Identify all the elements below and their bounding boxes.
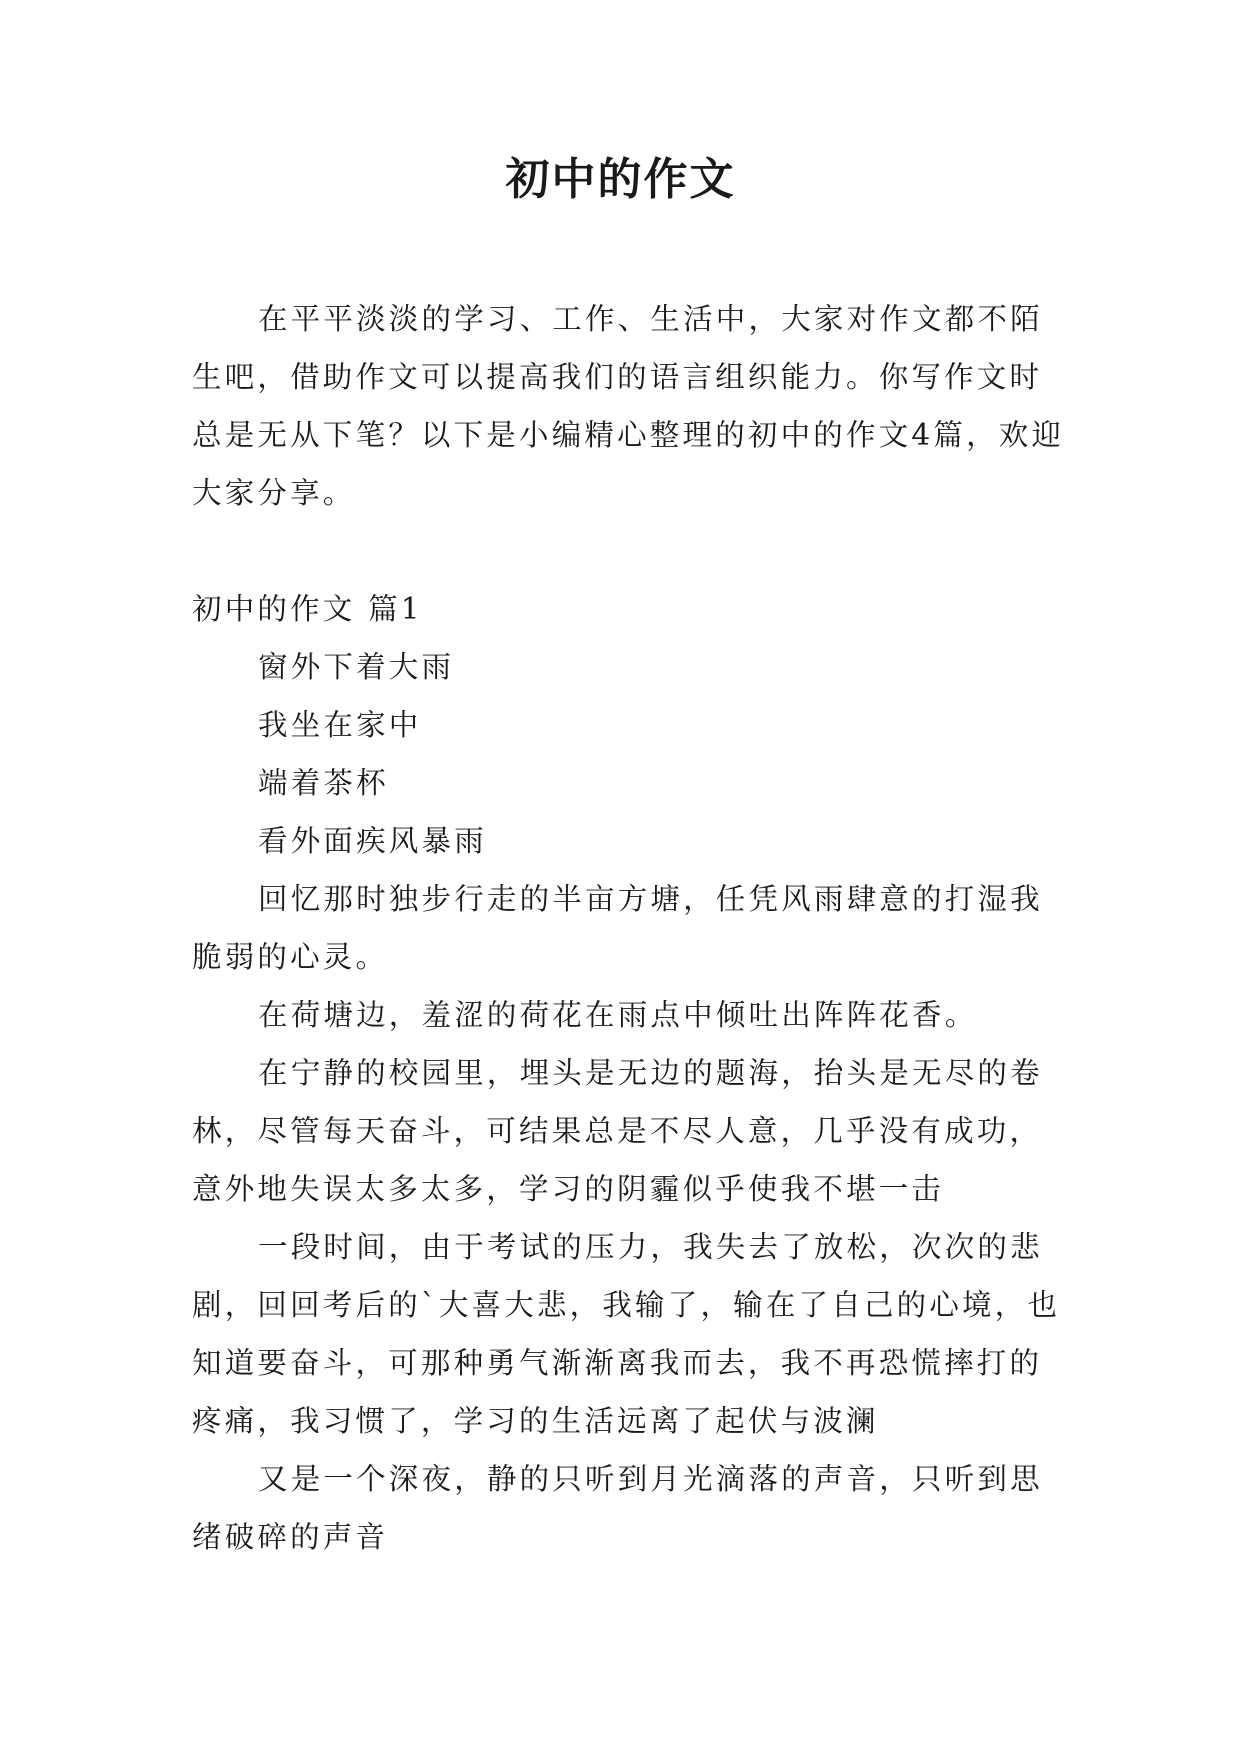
intro-paragraph: 在平平淡淡的学习、工作、生活中，大家对作文都不陌生吧，借助作文可以提高我们的语言组织能力。你写作文时总是无从下笔？以下是小编精心整理的初中的作文4篇，欢迎大家分享。 [192,302,1065,510]
spacer [192,522,1067,580]
body-paragraph: 一段时间，由于考试的压力，我失去了放松，次次的悲剧，回回考后的`大喜大悲，我输了，输在了自己的心境，也知道要奋斗，可那种勇气渐渐离我而去，我不再恐慌摔打的疼痛，我习惯了，学习的生活远离了起伏与波澜 [192,1230,1061,1438]
body-paragraph: 在宁静的校园里，埋头是无边的题海，抬头是无尽的卷林，尽管每天奋斗，可结果总是不尽人意，几乎没有成功，意外地失误太多太多，学习的阴霾似乎使我不堪一击 [192,1056,1043,1206]
body-paragraph: 回忆那时独步行走的半亩方塘，任凭风雨肆意的打湿我脆弱的心灵。 [192,882,1043,974]
poem-line: 窗外下着大雨 [258,650,455,684]
body-paragraph: 又是一个深夜，静的只听到月光滴落的声音，只听到思绪破碎的声音 [192,1462,1043,1554]
section-heading: 初中的作文 篇1 [192,592,423,626]
body-paragraph: 在荷塘边，羞涩的荷花在雨点中倾吐出阵阵花香。 [258,998,978,1032]
document-body [192,290,1067,1566]
document-title: 初中的作文 [505,154,736,205]
poem-line: 看外面疾风暴雨 [258,824,487,858]
poem-line: 我坐在家中 [258,708,422,742]
poem-line: 端着茶杯 [258,766,389,800]
